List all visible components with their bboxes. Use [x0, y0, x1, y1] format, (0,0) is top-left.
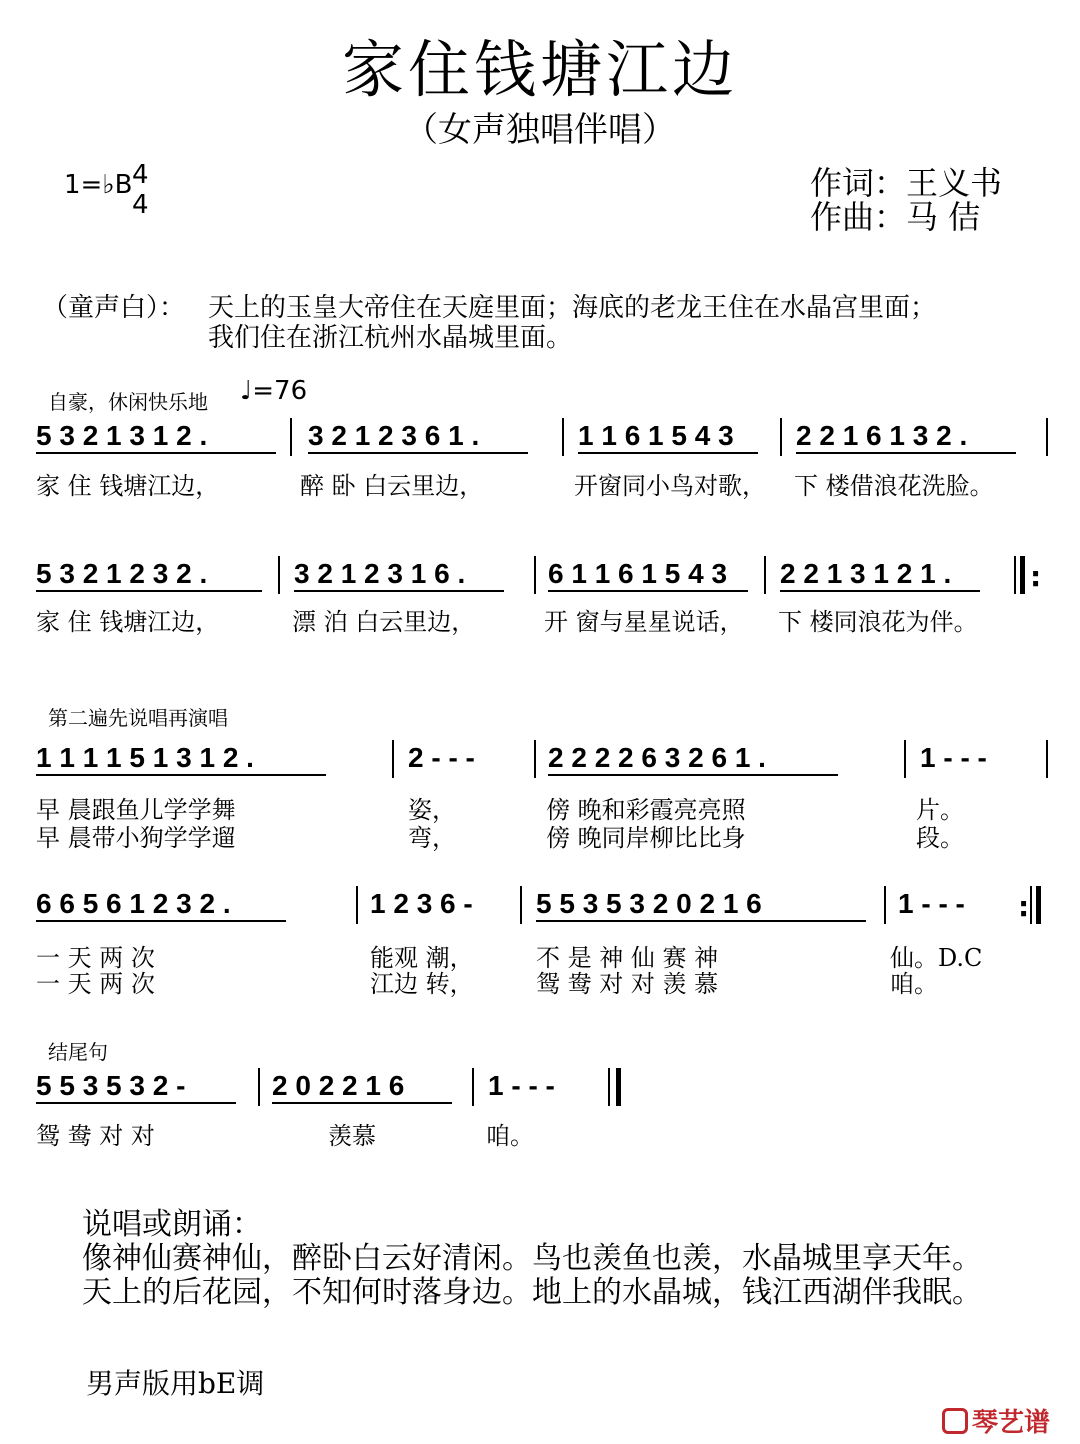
composer: 作曲：马 佶: [810, 198, 981, 236]
lyric: 漂 泊 白云里边，: [292, 608, 476, 636]
measure: 1 - - -: [488, 1070, 555, 1101]
page-title: 家住钱塘江边: [341, 33, 738, 106]
barline: [534, 740, 536, 778]
lyric: 仙。D.C: [890, 944, 983, 972]
lyric: 鸳 鸯 对 对: [36, 1122, 155, 1150]
barline: [884, 886, 886, 924]
measure: 6 1 1 6 1 5 4 3: [548, 558, 728, 589]
lyric: 姿，: [408, 796, 456, 824]
time-bottom: 4: [132, 190, 149, 220]
lyric: 下 楼同浪花为伴。: [778, 608, 978, 636]
expression-mark: 自豪，休闲快乐地: [48, 390, 208, 414]
barline: [608, 1068, 610, 1106]
beam-underline: [36, 1102, 236, 1104]
lyric: 段。: [916, 824, 964, 852]
beam-underline: [548, 590, 748, 592]
recitation-line-1: 像神仙赛神仙，醉卧白云好清闲。鸟也羡鱼也羡，水晶城里享天年。: [82, 1241, 982, 1276]
lyric: 下 楼借浪花洗脸。: [794, 472, 994, 500]
tempo-mark: ♩=76: [240, 376, 308, 406]
beam-underline: [36, 920, 286, 922]
performance-note: 第二遍先说唱再演唱: [48, 706, 228, 730]
lyric: 家 住 钱塘江边，: [36, 608, 220, 636]
beam-underline: [36, 452, 276, 454]
lyric: 咱。: [486, 1122, 534, 1150]
barline: [258, 1068, 260, 1106]
measure: 2 2 1 6 1 3 2 .: [796, 420, 968, 451]
barline: [472, 1068, 474, 1106]
barline: [562, 418, 564, 456]
lyricist: 作词：王义书: [810, 164, 1003, 202]
measure: 1 2 3 6 -: [370, 888, 473, 919]
repeat-barline: [1020, 556, 1025, 594]
barline: [1030, 886, 1032, 924]
lyric: 傍 晚和彩霞亮亮照: [546, 796, 746, 824]
logo-icon: [942, 1408, 968, 1434]
repeat-barline: [1036, 886, 1041, 924]
measure: 5 5 3 5 3 2 -: [36, 1070, 186, 1101]
recitation-label: 说唱或朗诵：: [82, 1207, 262, 1242]
beam-underline: [36, 774, 326, 776]
measure: 2 2 2 2 6 3 2 6 1 .: [548, 742, 766, 773]
lyric: 醉 卧 白云里边，: [300, 472, 484, 500]
beam-underline: [294, 590, 504, 592]
key-signature: 1=♭B: [64, 170, 133, 200]
measure: 1 - - -: [898, 888, 965, 919]
intro-label: （童声白）：: [42, 293, 186, 323]
lyric: 一 天 两 次: [36, 944, 155, 972]
lyric: 片。: [916, 796, 964, 824]
recitation-line-2: 天上的后花园，不知何时落身边。地上的水晶城，钱江西湖伴我眠。: [82, 1275, 982, 1310]
barline: [392, 740, 394, 778]
barline: [520, 886, 522, 924]
measure: 5 3 2 1 2 3 2 .: [36, 558, 208, 589]
lyric: 一 天 两 次: [36, 970, 155, 998]
measure: 5 5 3 5 3 2 0 2 1 6: [536, 888, 762, 919]
measure: 1 1 6 1 5 4 3: [578, 420, 734, 451]
lyric: 早 晨带小狗学学遛: [36, 824, 236, 852]
measure: 6 6 5 6 1 2 3 2 .: [36, 888, 231, 919]
measure: 3 2 1 2 3 6 1 .: [308, 420, 480, 451]
barline: [356, 886, 358, 924]
measure: 3 2 1 2 3 1 6 .: [294, 558, 466, 589]
lyric: 羡慕: [328, 1122, 376, 1150]
lyric: 弯，: [408, 824, 456, 852]
lyric: 鸳 鸯 对 对 羡 慕: [536, 970, 719, 998]
lyric: 江边 转，: [370, 970, 474, 998]
barline: [1046, 740, 1048, 778]
watermark-logo: [942, 1402, 1050, 1439]
beam-underline: [578, 452, 758, 454]
time-signature: [132, 160, 149, 220]
measure: 1 1 1 1 5 1 3 1 2 .: [36, 742, 254, 773]
intro-line-2: 我们住在浙江杭州水晶城里面。: [208, 323, 573, 353]
beam-underline: [36, 590, 262, 592]
barline: [764, 556, 766, 594]
measure: 1 - - -: [920, 742, 987, 773]
barline: [278, 556, 280, 594]
barline: [534, 556, 536, 594]
lyric: 傍 晚同岸柳比比身: [546, 824, 746, 852]
barline: [780, 418, 782, 456]
beam-underline: [536, 920, 866, 922]
lyric: 家 住 钱塘江边，: [36, 472, 220, 500]
barline: [290, 418, 292, 456]
beam-underline: [780, 590, 980, 592]
footer-note: 男声版用bE调: [86, 1367, 265, 1400]
lyric: 不 是 神 仙 赛 神: [536, 944, 719, 972]
measure: 2 - - -: [408, 742, 475, 773]
lyric: 早 晨跟鱼儿学学舞: [36, 796, 236, 824]
watermark-text: 琴艺谱: [971, 1408, 1050, 1438]
time-top: 4: [132, 160, 149, 190]
lyric: 开窗同小鸟对歌，: [574, 472, 766, 500]
lyric: 咱。: [890, 970, 938, 998]
beam-underline: [796, 452, 1016, 454]
beam-underline: [308, 452, 528, 454]
barline: [1014, 556, 1016, 594]
barline: [1046, 418, 1048, 456]
beam-underline: [548, 774, 838, 776]
measure: 2 0 2 2 1 6: [272, 1070, 405, 1101]
barline: [904, 740, 906, 778]
final-barline: [616, 1068, 621, 1106]
intro-line-1: 天上的玉皇大帝住在天庭里面；海底的老龙王住在水晶宫里面；: [208, 293, 937, 323]
ending-label: 结尾句: [48, 1040, 108, 1064]
measure: 2 2 1 3 1 2 1 .: [780, 558, 952, 589]
repeat-dots: :: [1018, 890, 1030, 923]
measure: 5 3 2 1 3 1 2 .: [36, 420, 208, 451]
lyric: 能观 潮，: [370, 944, 474, 972]
lyric: 开 窗与星星说话，: [544, 608, 744, 636]
repeat-dots: :: [1030, 560, 1042, 593]
beam-underline: [272, 1102, 452, 1104]
subtitle: （女声独唱伴唱）: [404, 110, 676, 150]
